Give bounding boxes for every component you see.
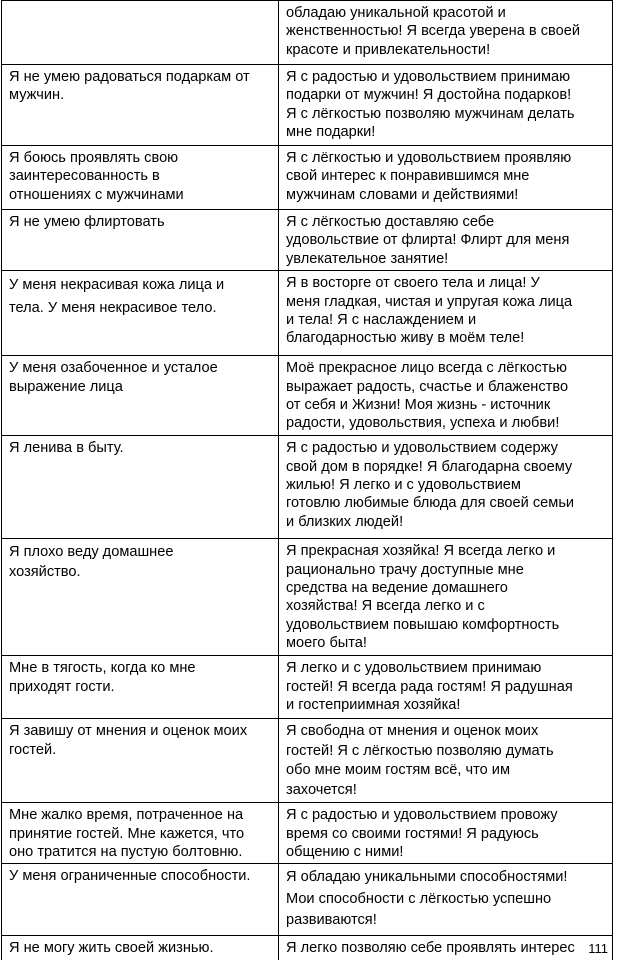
positive-affirmation-cell: Я свободна от мнения и оценок моих гостей! Я с лёгкостью позволяю думать обо мне моим гостям всё, что им захочется!: [279, 719, 613, 803]
negative-belief-cell: У меня ограниченные способности.: [2, 864, 279, 936]
affirmations-table: [1, 0, 613, 960]
table-row: [2, 146, 613, 210]
negative-belief-cell: Я завишу от мнения и оценок моих гостей.: [2, 719, 279, 803]
table-row: [2, 1, 613, 65]
table-row: [2, 864, 613, 936]
positive-affirmation-cell: Я легко позволяю себе проявлять интерес: [279, 936, 613, 960]
negative-belief-cell: [2, 1, 279, 65]
table-row: [2, 539, 613, 656]
table-row: [2, 436, 613, 539]
positive-affirmation-cell: Я с лёгкостью и удовольствием проявляю свой интерес к понравившимся мне мужчинам словами и действиями!: [279, 146, 613, 210]
negative-belief-cell: У меня некрасивая кожа лица и тела. У меня некрасивое тело.: [2, 271, 279, 356]
table-row: [2, 210, 613, 271]
table-row: [2, 936, 613, 960]
negative-belief-cell: Я не умею радоваться подаркам от мужчин.: [2, 65, 279, 146]
positive-affirmation-cell: Я прекрасная хозяйка! Я всегда легко и рационально трачу доступные мне средства на ведение домашнего хозяйства! Я всегда легко и с удовольствием повышаю комфортность моего быта!: [279, 539, 613, 656]
positive-affirmation-cell: Моё прекрасное лицо всегда с лёгкостью выражает радость, счастье и блаженство от себя и Жизни! Моя жизнь - источник радости, удовольствия, успеха и любви!: [279, 356, 613, 436]
positive-affirmation-cell: обладаю уникальной красотой и женственностью! Я всегда уверена в своей красоте и привлекательности!: [279, 1, 613, 65]
positive-affirmation-cell: Я обладаю уникальными способностями! Мои способности с лёгкостью успешно развиваются!: [279, 864, 613, 936]
negative-belief-cell: Я не умею флиртовать: [2, 210, 279, 271]
table-row: [2, 271, 613, 356]
positive-affirmation-cell: Я с радостью и удовольствием содержу свой дом в порядке! Я благодарна своему жилью! Я легко и с удовольствием готовлю любимые блюда для своей семьи и близких людей!: [279, 436, 613, 539]
negative-belief-cell: У меня озабоченное и усталое выражение лица: [2, 356, 279, 436]
positive-affirmation-cell: Я в восторге от своего тела и лица! У меня гладкая, чистая и упругая кожа лица и тела! Я с наслаждением и благодарностью живу в моём теле!: [279, 271, 613, 356]
table-row: [2, 656, 613, 719]
negative-belief-cell: Я ленива в быту.: [2, 436, 279, 539]
negative-belief-cell: Мне жалко время, потраченное на принятие гостей. Мне кажется, что оно тратится на пустую болтовню.: [2, 803, 279, 864]
negative-belief-cell: Я боюсь проявлять свою заинтересованность в отношениях с мужчинами: [2, 146, 279, 210]
page-number: 111: [588, 941, 608, 956]
negative-belief-cell: Я плохо веду домашнее хозяйство.: [2, 539, 279, 656]
positive-affirmation-cell: Я легко и с удовольствием принимаю гостей! Я всегда рада гостям! Я радушная и гостеприимная хозяйка!: [279, 656, 613, 719]
positive-affirmation-cell: Я с лёгкостью доставляю себе удовольствие от флирта! Флирт для меня увлекательное занятие!: [279, 210, 613, 271]
positive-affirmation-cell: Я с радостью и удовольствием провожу время со своими гостями! Я радуюсь общению с ними!: [279, 803, 613, 864]
table-row: [2, 803, 613, 864]
negative-belief-cell: Мне в тягость, когда ко мне приходят гости.: [2, 656, 279, 719]
positive-affirmation-cell: Я с радостью и удовольствием принимаю подарки от мужчин! Я достойна подарков! Я с лёгкостью позволяю мужчинам делать мне подарки!: [279, 65, 613, 146]
table-row: [2, 356, 613, 436]
table-row: [2, 65, 613, 146]
negative-belief-cell: Я не могу жить своей жизнью.: [2, 936, 279, 960]
table-row: [2, 719, 613, 803]
